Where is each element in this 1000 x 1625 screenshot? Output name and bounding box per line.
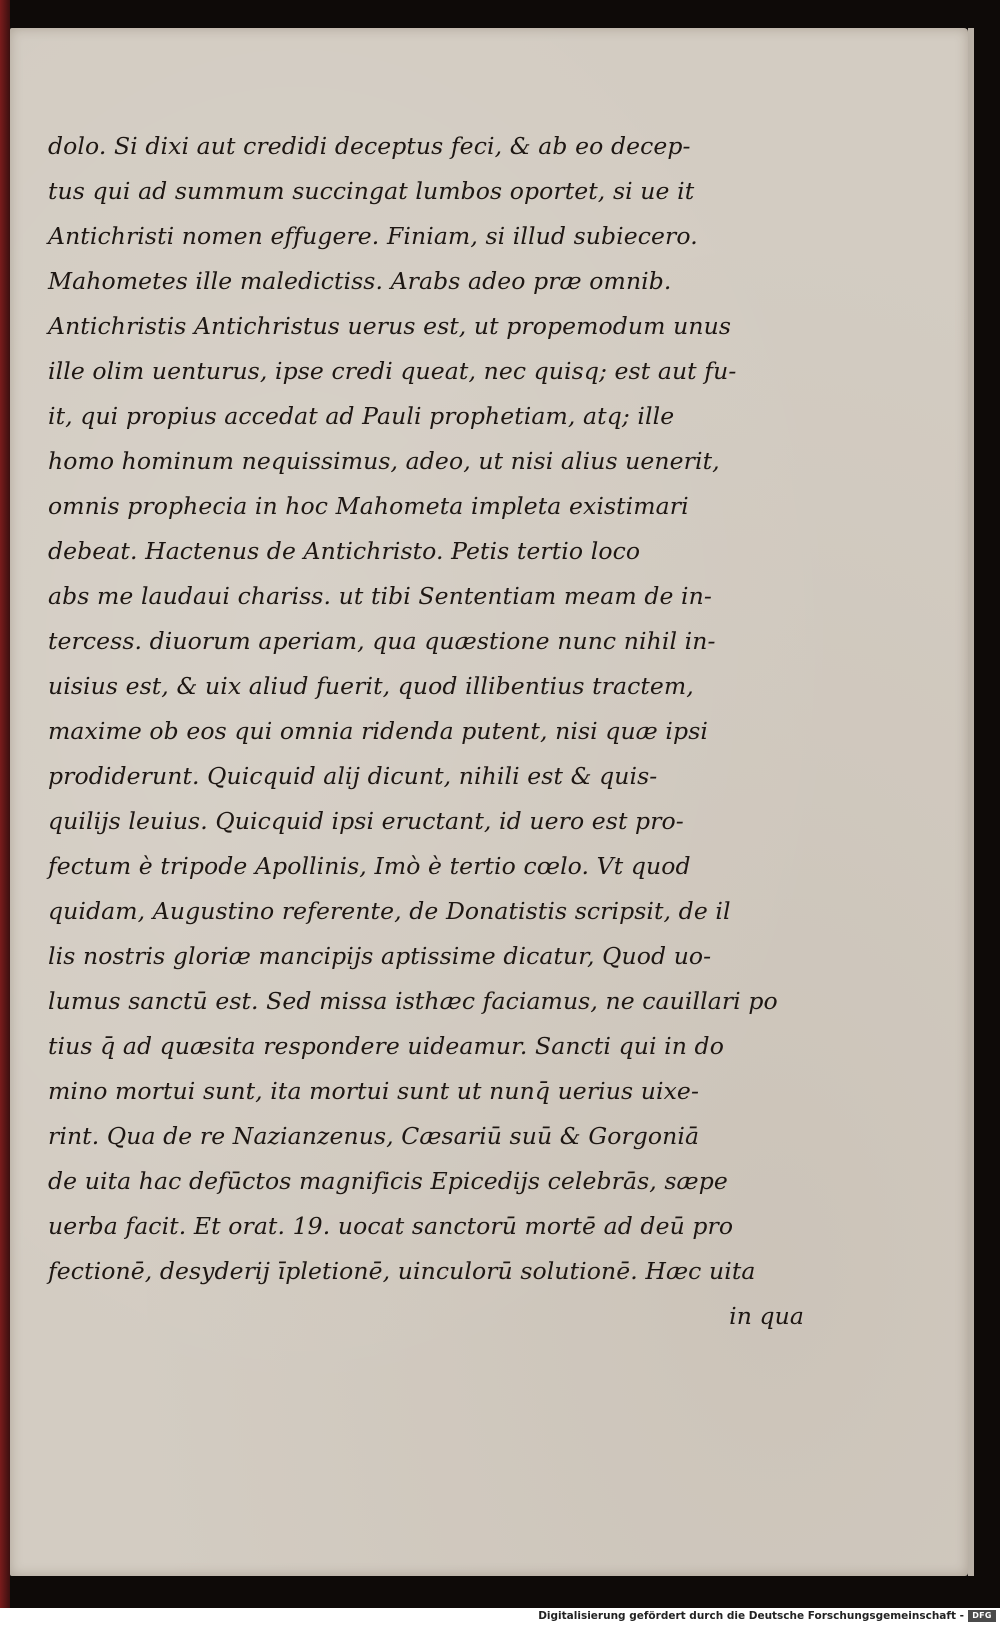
binding-edge bbox=[0, 0, 10, 1608]
text-line: Mahometes ille maledictiss. Arabs adeo præ omnib. bbox=[48, 267, 672, 295]
text-line: tercess. diuorum aperiam, qua quæstione nunc nihil in- bbox=[48, 627, 716, 655]
book-page bbox=[10, 28, 968, 1576]
text-line: quilijs leuius. Quicquid ipsi eructant, id uero est pro- bbox=[48, 807, 684, 835]
text-line: maxime ob eos qui omnia ridenda putent, nisi quæ ipsi bbox=[48, 717, 708, 745]
text-line: homo hominum nequissimus, adeo, ut nisi alius uenerit, bbox=[48, 447, 720, 475]
text-line: mino mortui sunt, ita mortui sunt ut nunq̄ uerius uixe- bbox=[48, 1077, 699, 1105]
text-line: fectum è tripode Apollinis, Imò è tertio cœlo. Vt quod bbox=[48, 852, 691, 880]
text-line: Antichristi nomen effugere. Finiam, si illud subiecero. bbox=[48, 222, 698, 250]
text-line: omnis prophecia in hoc Mahometa impleta existimari bbox=[48, 492, 689, 520]
text-line: rint. Qua de re Nazianzenus, Cæsariū suū & Gorgoniā bbox=[48, 1122, 700, 1150]
funding-credit: Digitalisierung gefördert durch die Deutsche Forschungsgemeinschaft - bbox=[538, 1610, 964, 1622]
text-line: lumus sanctū est. Sed missa isthæc faciamus, ne cauillari po bbox=[48, 987, 778, 1015]
text-line: ille olim uenturus, ipse credi queat, nec quisq; est aut fu- bbox=[48, 357, 737, 385]
text-line: it, qui propius accedat ad Pauli prophetiam, atq; ille bbox=[48, 402, 675, 430]
page-fore-edge bbox=[968, 28, 974, 1576]
catchword: in qua bbox=[729, 1302, 804, 1330]
text-line: tius q̄ ad quæsita respondere uideamur. Sancti qui in do bbox=[48, 1032, 724, 1060]
text-line: dolo. Si dixi aut credidi deceptus feci, & ab eo decep- bbox=[48, 132, 691, 160]
text-line: uerba facit. Et orat. 19. uocat sanctorū mortē ad deū pro bbox=[48, 1212, 734, 1240]
text-line: de uita hac defūctos magnificis Epicedijs celebrās, sæpe bbox=[48, 1167, 728, 1195]
text-line: debeat. Hactenus de Antichristo. Petis tertio loco bbox=[48, 537, 641, 565]
digitization-footer bbox=[0, 1608, 1000, 1625]
text-line: lis nostris gloriæ mancipijs aptissime dicatur, Quod uo- bbox=[48, 942, 712, 970]
text-line: fectionē, desyderij īpletionē, uinculorū solutionē. Hæc uita bbox=[48, 1257, 756, 1285]
text-line: abs me laudaui chariss. ut tibi Sententiam meam de in- bbox=[48, 582, 712, 610]
text-line: uisius est, & uix aliud fuerit, quod illibentius tractem, bbox=[48, 672, 694, 700]
text-line: quidam, Augustino referente, de Donatistis scripsit, de il bbox=[48, 897, 731, 925]
text-line: prodiderunt. Quicquid alij dicunt, nihili est & quis- bbox=[48, 762, 658, 790]
text-line: tus qui ad summum succingat lumbos oportet, si ue it bbox=[48, 177, 695, 205]
dfg-logo: DFG bbox=[968, 1610, 996, 1622]
text-line: Antichristis Antichristus uerus est, ut propemodum unus bbox=[48, 312, 731, 340]
page-text-block bbox=[48, 124, 808, 1339]
